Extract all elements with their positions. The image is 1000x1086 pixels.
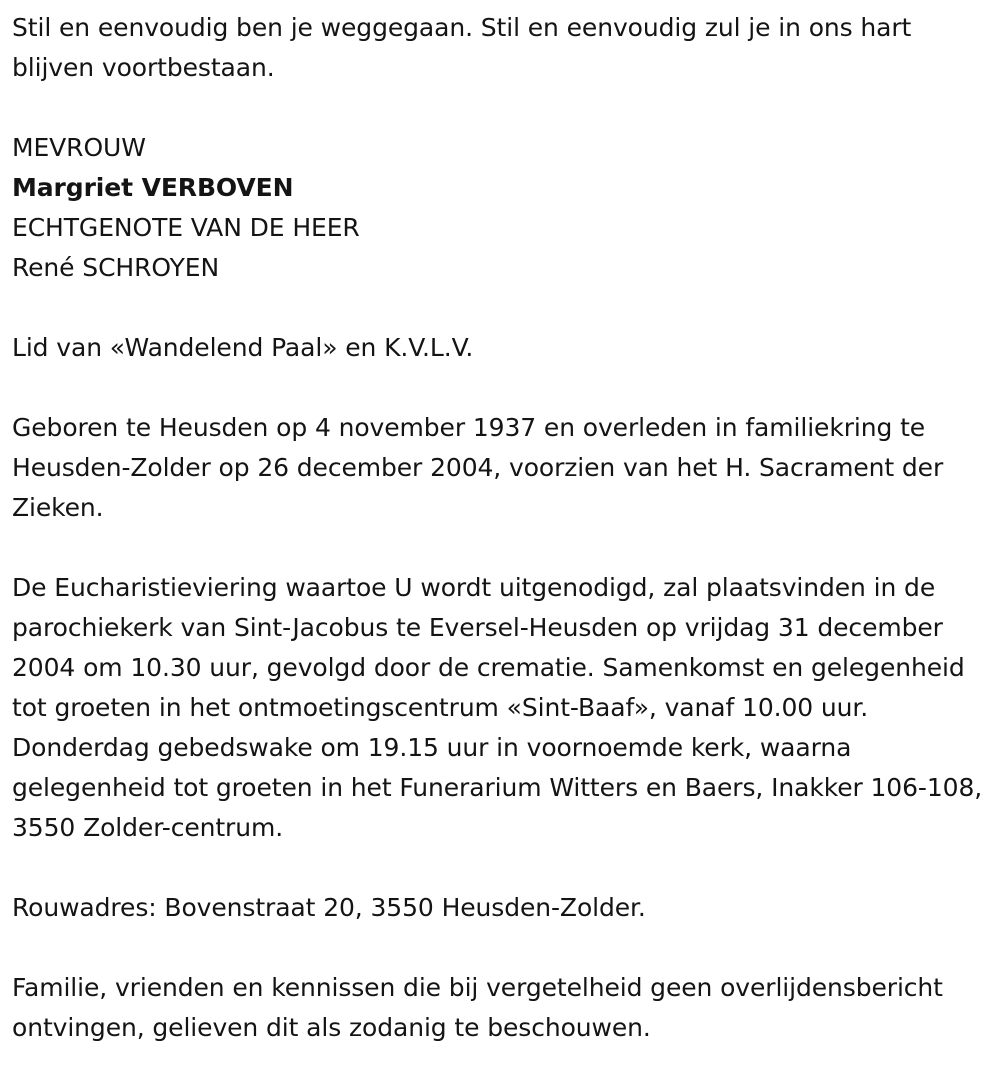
address-text: Rouwadres: Bovenstraat 20, 3550 Heusden-Zolder.: [12, 893, 646, 922]
spacer: [12, 368, 988, 408]
deceased-name: Margriet VERBOVEN: [12, 173, 294, 202]
closing-text: Familie, vrienden en kennissen die bij vergetelheid geen overlijdensbericht ontvingen, gelieven dit als zodanig te beschouwen.: [12, 973, 943, 1042]
intro-text: Stil en eenvoudig ben je weggegaan. Stil en eenvoudig zul je in ons hart blijven voortbestaan.: [12, 13, 912, 82]
spouse-name: René SCHROYEN: [12, 253, 220, 282]
spacer: [12, 88, 988, 128]
ceremony-text: De Eucharistieviering waartoe U wordt uitgenodigd, zal plaatsvinden in de parochiekerk van Sint-Jacobus te Eversel-Heusden op vrijdag 31 december 2004 om 10.30 uur, gevolgd door de crematie. Samenkomst en gelegenheid tot groeten in het ontmoetingscentrum «Sint-Baaf», vanaf 10.00 uur. Donderdag gebedswake om 19.15 uur in voornoemde kerk, waarna gelegenheid tot groeten in het Funerarium Witters en Baers, Inakker 106-108, 3550 Zolder-centrum.: [12, 573, 983, 842]
spouse-line: ECHTGENOTE VAN DE HEER: [12, 213, 360, 242]
spacer: [12, 528, 988, 568]
spacer: [12, 928, 988, 968]
salutation: MEVROUW: [12, 133, 146, 162]
membership-text: Lid van «Wandelend Paal» en K.V.L.V.: [12, 333, 474, 362]
birth-death-text: Geboren te Heusden op 4 november 1937 en overleden in familiekring te Heusden-Zolder op 26 december 2004, voorzien van het H. Sacrament der Zieken.: [12, 413, 944, 522]
spacer: [12, 288, 988, 328]
spacer: [12, 848, 988, 888]
